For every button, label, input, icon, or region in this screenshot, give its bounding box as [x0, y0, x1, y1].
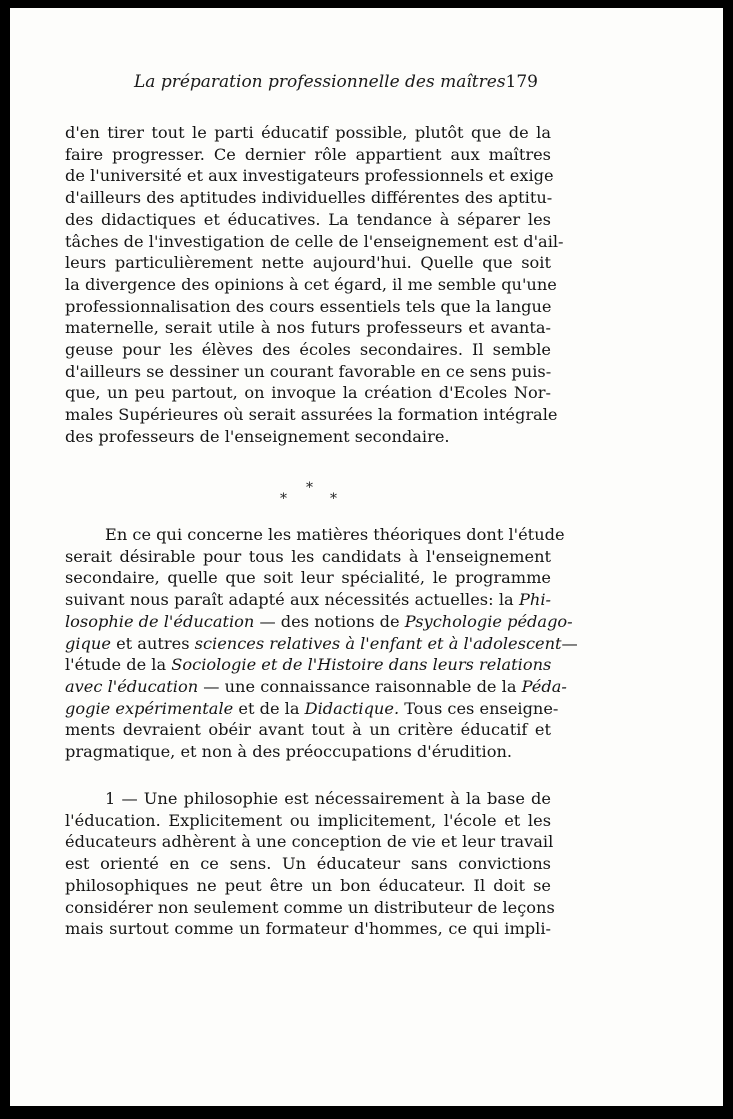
- text-line: tâches de l'investigation de celle de l'enseignement est d'ail-: [65, 231, 564, 251]
- italic-term: gique: [65, 633, 111, 653]
- text-line: 1 — Une philosophie est nécessairement à la base de: [105, 789, 551, 808]
- text-line: éducateurs adhèrent à une conception de vie et leur travail: [65, 832, 554, 852]
- text-line: leurs particulièrement nette aujourd'hui. Quelle que soit: [65, 253, 551, 273]
- text-line: d'en tirer tout le parti éducatif possible, plutôt que de la: [65, 123, 551, 142]
- text-line: [65, 589, 551, 611]
- italic-term: Phi-: [519, 590, 551, 610]
- text-line: de l'université et aux investigateurs professionnels et exige: [65, 166, 554, 186]
- separator-star-left: *: [280, 491, 287, 507]
- text-line: [65, 676, 567, 698]
- text-run: et autres: [110, 633, 195, 653]
- text-run: et de la: [233, 698, 305, 718]
- text-line: d'ailleurs des aptitudes individuelles différentes des aptitu-: [65, 188, 553, 208]
- text-line: mais surtout comme un formateur d'hommes, ce qui impli-: [65, 919, 551, 939]
- running-header: [134, 72, 538, 92]
- text-line: faire progresser. Ce dernier rôle appartient aux maîtres: [65, 144, 551, 164]
- text-line: des professeurs de l'enseignement secondaire.: [65, 426, 450, 446]
- text-line: pragmatique, et non à des préoccupations d'érudition.: [65, 742, 513, 762]
- running-title: La préparation professionnelle des maîtres: [134, 72, 506, 92]
- text-line: considérer non seulement comme un distributeur de leçons: [65, 897, 555, 917]
- text-line: maternelle, serait utile à nos futurs professeurs et avanta-: [65, 318, 551, 338]
- text-run: suivant nous paraît adapté aux nécessités actuelles: la: [65, 590, 520, 610]
- text-line: serait désirable pour tous les candidats à l'enseignement: [65, 546, 551, 566]
- separator-star-right: *: [330, 491, 337, 507]
- text-line: professionnalisation des cours essentiels tels que la langue: [65, 296, 552, 316]
- text-line: philosophiques ne peut être un bon éducateur. Il doit se: [65, 875, 551, 895]
- italic-term: Sociologie et de l'Histoire dans leurs relations: [171, 655, 552, 675]
- text-line: ments devraient obéir avant tout à un critère éducatif et: [65, 720, 551, 740]
- text-line: [65, 611, 573, 633]
- separator-star-top: *: [306, 480, 313, 496]
- text-line: d'ailleurs se dessiner un courant favorable en ce sens puis-: [65, 361, 552, 381]
- text-line: males Supérieures où serait assurées la formation intégrale: [65, 405, 558, 425]
- italic-term: avec l'éducation: [65, 676, 199, 696]
- text-run: l'étude de la: [65, 655, 172, 675]
- text-line: [65, 654, 551, 676]
- text-line: la divergence des opinions à cet égard, il me semble qu'une: [65, 274, 557, 294]
- paragraph-2: [65, 524, 578, 763]
- text-line: que, un peu partout, on invoque la création d'Ecoles Nor-: [65, 383, 551, 403]
- text-line: secondaire, quelle que soit leur spécialité, le programme: [65, 568, 551, 588]
- text-run: Tous ces enseigne-: [399, 698, 559, 718]
- page-number: 179: [505, 72, 538, 92]
- text-line: des didactiques et éducatives. La tendance à séparer les: [65, 209, 551, 229]
- text-line: est orienté en ce sens. Un éducateur sans convictions: [65, 854, 551, 874]
- text-line: En ce qui concerne les matières théoriques dont l'étude: [105, 525, 565, 544]
- text-line: [65, 633, 578, 655]
- italic-term: Péda-: [521, 676, 567, 696]
- italic-term: Psychologie pédago-: [404, 611, 573, 631]
- text-run: — une connaissance raisonnable de la: [198, 676, 522, 696]
- text-run: —: [561, 633, 578, 653]
- paragraph-1: [65, 122, 564, 448]
- text-line: geuse pour les élèves des écoles secondaires. Il semble: [65, 340, 551, 360]
- paragraph-3: [65, 788, 555, 940]
- text-line: l'éducation. Explicitement ou implicitement, l'école et les: [65, 810, 551, 830]
- italic-term: losophie de l'éducation: [65, 611, 255, 631]
- italic-term: Didactique.: [304, 698, 400, 718]
- italic-term: gogie expérimentale: [65, 698, 234, 718]
- italic-term: sciences relatives à l'enfant et à l'adolescent: [194, 633, 562, 653]
- text-run: — des notions de: [254, 611, 405, 631]
- text-line: [65, 698, 559, 720]
